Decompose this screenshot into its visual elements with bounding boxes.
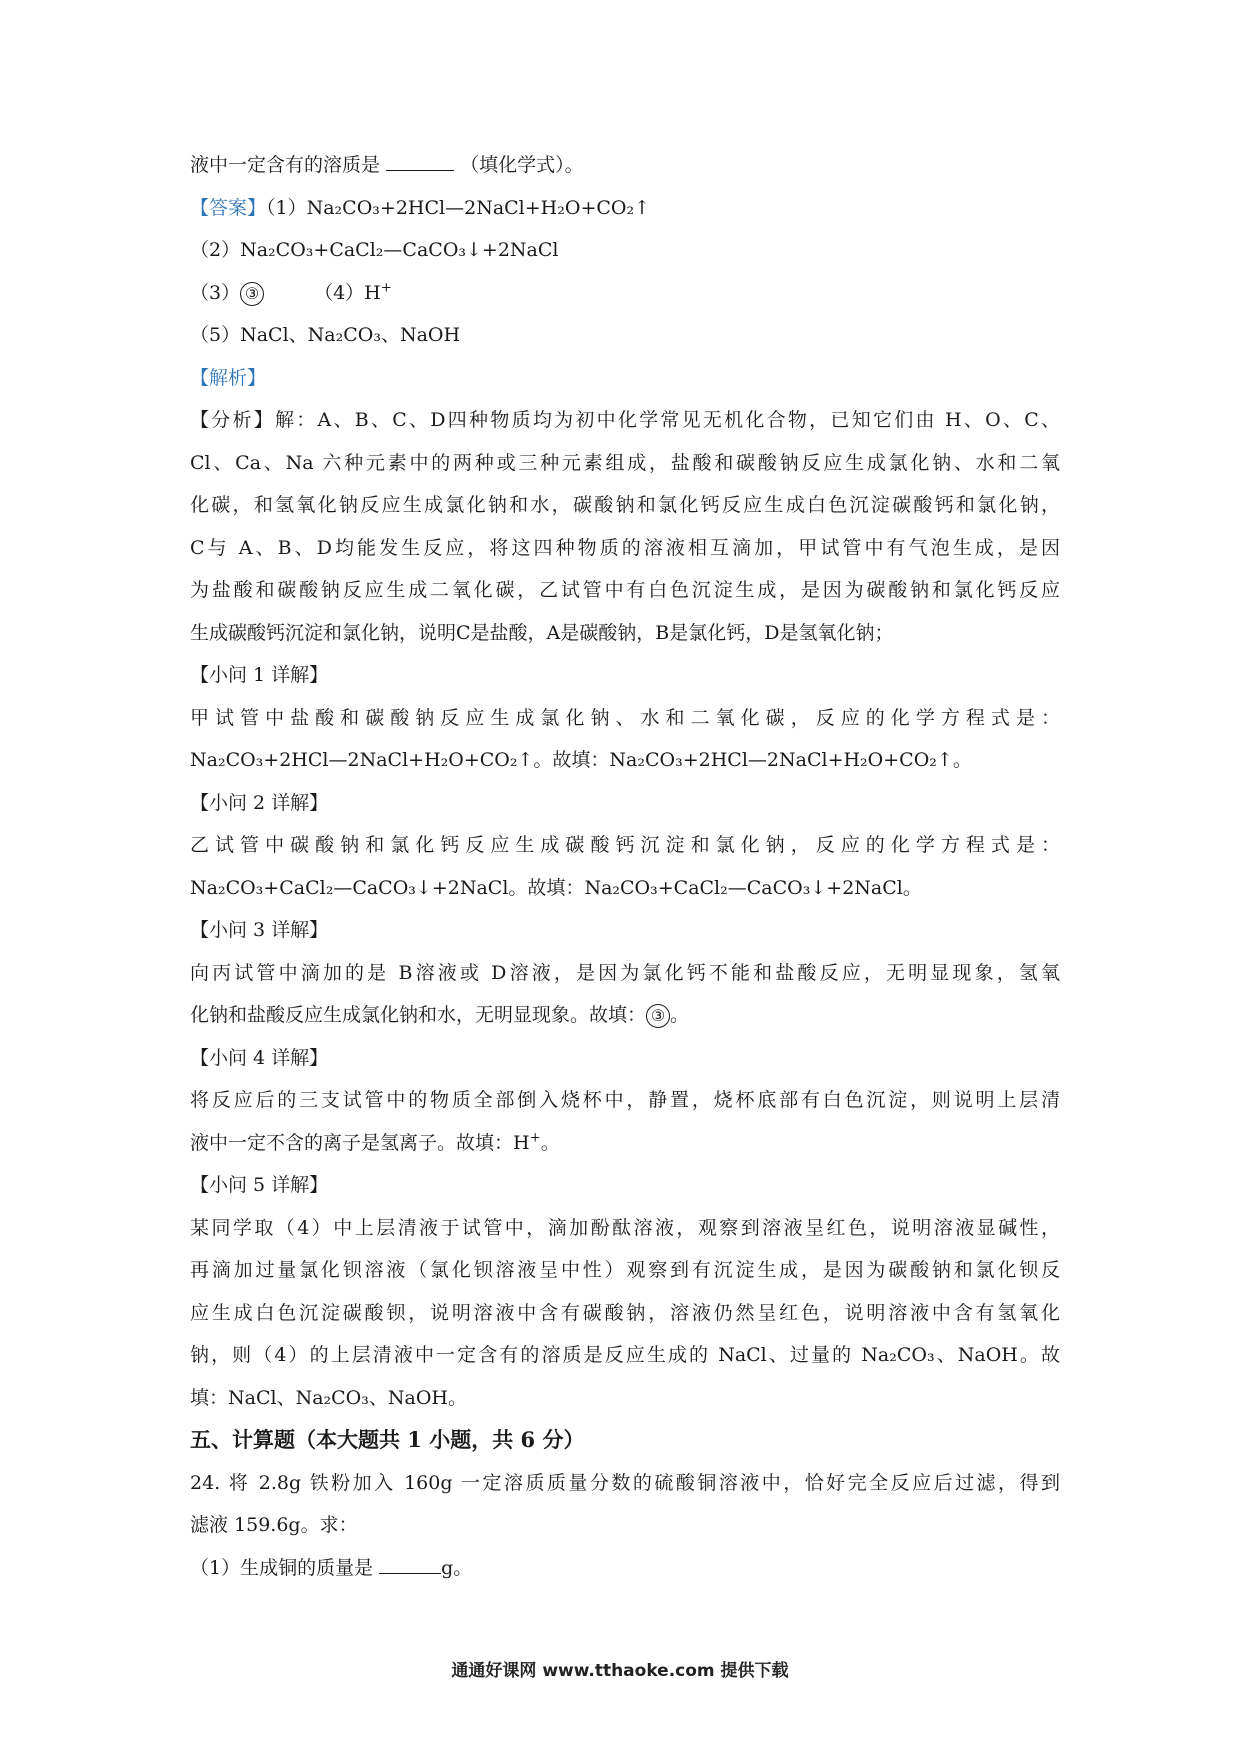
question-24-line1: 24. 将 2.8g 铁粉加入 160g 一定溶质质量分数的硫酸铜溶液中，恰好完全反应后过滤，得到 [190, 1471, 1060, 1494]
analysis-tag: 【解析】 [190, 366, 267, 389]
circled-three-fill: ③ [646, 1004, 670, 1028]
question-24-sub1: （1）生成铜的质量是 g。 [190, 1547, 1060, 1590]
question-24-line2: 滤液 159.6g。求： [190, 1514, 358, 1536]
subquestion-3-heading: 【小问 3 详解】 [190, 919, 329, 941]
subquestion-1-line1: 甲试管中盐酸和碳酸钠反应生成氯化钠、水和二氧化碳，反应的化学方程式是： [190, 706, 1060, 729]
subquestion-5-line3: 应生成白色沉淀碳酸钡，说明溶液中含有碳酸钠，溶液仍然呈红色，说明溶液中含有氢氧化 [190, 1301, 1060, 1324]
subquestion-3-line1: 向丙试管中滴加的是 B溶液或 D溶液，是因为氯化钙不能和盐酸反应，无明显现象，氢氧 [190, 961, 1060, 984]
subquestion-4-heading: 【小问 4 详解】 [190, 1046, 329, 1069]
document-body [190, 144, 1060, 1589]
analysis-p2: Cl、Ca、Na 六种元素中的两种或三种元素组成，盐酸和碳酸钠反应生成氯化钠、水和二氧 [190, 451, 1060, 474]
answer-blank [386, 150, 454, 171]
analysis-p3: 化碳，和氢氧化钠反应生成氯化钠和水，碳酸钠和氯化钙反应生成白色沉淀碳酸钙和氯化钠， [190, 494, 1060, 516]
page-footer: 通通好课网 www.tthaoke.com 提供下载 [451, 1661, 789, 1681]
question-tail: 液中一定含有的溶质是 （填化学式）。 [190, 144, 1060, 187]
answer-5: （5）NaCl、Na₂CO₃、NaOH [190, 324, 461, 346]
circled-three-answer: ③ [240, 282, 264, 306]
subquestion-1-line2: Na₂CO₃+2HCl—2NaCl+H₂O+CO₂↑。故填：Na₂CO₃+2HCl—2NaCl+H₂O+CO₂↑。 [190, 749, 972, 771]
analysis-p6: 生成碳酸钙沉淀和氯化钠，说明C是盐酸，A是碳酸钠，B是氯化钙，D是氢氧化钠； [190, 621, 894, 644]
subquestion-3-line2: 化钠和盐酸反应生成氯化钠和水，无明显现象。故填： ③ 。 [190, 1004, 690, 1026]
analysis-p1: 【分析】解：A、B、C、D四种物质均为初中化学常见无机化合物，已知它们由 H、O、C、 [190, 409, 1060, 431]
subquestion-2-heading: 【小问 2 详解】 [190, 791, 329, 814]
answer-1: 【答案】（1）Na₂CO₃+2HCl—2NaCl+H₂O+CO₂↑ [190, 196, 651, 219]
subquestion-5-heading: 【小问 5 详解】 [190, 1174, 329, 1196]
analysis-p5: 为盐酸和碳酸钠反应生成二氧化碳，乙试管中有白色沉淀生成，是因为碳酸钠和氯化钙反应 [190, 579, 1060, 601]
analysis-p4: C与 A、B、D均能发生反应，将这四种物质的溶液相互滴加，甲试管中有气泡生成，是因 [190, 536, 1060, 559]
subquestion-1-heading: 【小问 1 详解】 [190, 664, 329, 686]
subquestion-2-line2: Na₂CO₃+CaCl₂—CaCO₃↓+2NaCl。故填：Na₂CO₃+CaCl₂—CaCO₃↓+2NaCl。 [190, 876, 922, 899]
section-five-heading: 五、计算题（本大题共 1 小题，共 6 分） [190, 1427, 585, 1452]
answer-2: （2）Na₂CO₃+CaCl₂—CaCO₃↓+2NaCl [190, 239, 559, 261]
answer-3-4: （3） ③ （4）H+ [190, 280, 392, 304]
subquestion-5-line5: 填：NaCl、Na₂CO₃、NaOH。 [190, 1386, 467, 1409]
subquestion-5-line4: 钠，则（4）的上层清液中一定含有的溶质是反应生成的 NaCl、过量的 Na₂CO₃、NaOH。故 [190, 1344, 1060, 1366]
subquestion-4-line2: 液中一定不含的离子是氢离子。故填：H+。 [190, 1130, 560, 1154]
subquestion-4-line1: 将反应后的三支试管中的物质全部倒入烧杯中，静置，烧杯底部有白色沉淀，则说明上层清 [190, 1089, 1060, 1111]
subquestion-5-line1: 某同学取（4）中上层清液于试管中，滴加酚酞溶液，观察到溶液呈红色，说明溶液显碱性， [190, 1216, 1060, 1239]
copper-mass-blank [379, 1553, 441, 1574]
subquestion-2-line1: 乙试管中碳酸钠和氯化钙反应生成碳酸钙沉淀和氯化钠，反应的化学方程式是： [190, 834, 1060, 856]
subquestion-5-line2: 再滴加过量氯化钡溶液（氯化钡溶液呈中性）观察到有沉淀生成，是因为碳酸钠和氯化钡反 [190, 1259, 1060, 1281]
